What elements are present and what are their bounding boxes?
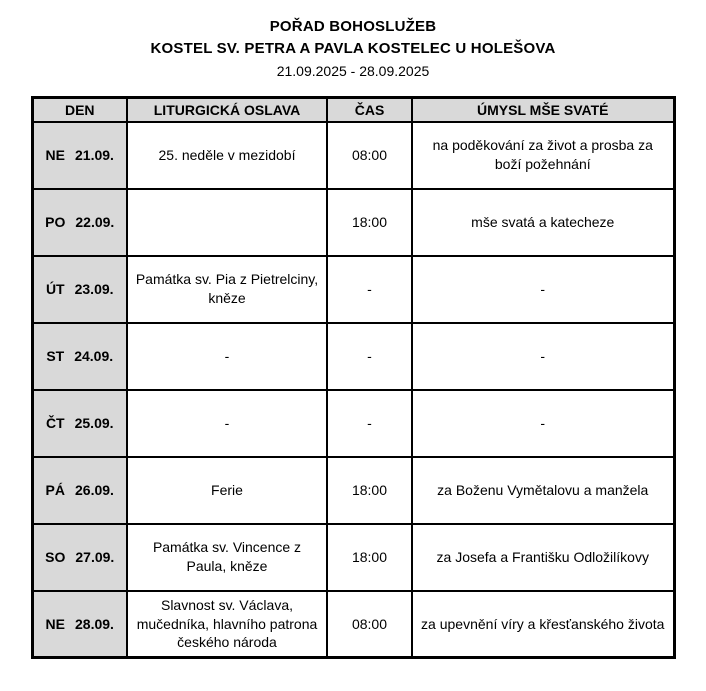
intention-cell: na poděkování za život a prosba za boží požehnání xyxy=(412,122,674,189)
day-date: 26.09. xyxy=(75,482,114,499)
time-cell: 18:00 xyxy=(327,189,412,256)
time-cell: - xyxy=(327,256,412,323)
celebration-cell: Ferie xyxy=(127,457,327,524)
day-cell xyxy=(32,524,127,591)
intention-cell: za Boženu Vymětalovu a manžela xyxy=(412,457,674,524)
day-cell xyxy=(32,323,127,390)
column-header-cas: ČAS xyxy=(327,97,412,122)
table-row xyxy=(32,591,674,658)
celebration-cell: Památka sv. Pia z Pietrelciny, kněze xyxy=(127,256,327,323)
day-date: 27.09. xyxy=(75,549,115,566)
celebration-cell: - xyxy=(127,323,327,390)
day-abbrev: SO xyxy=(45,549,66,566)
day-cell xyxy=(32,591,127,658)
table-row xyxy=(32,122,674,189)
day-abbrev: PO xyxy=(45,214,66,231)
time-cell: 18:00 xyxy=(327,524,412,591)
day-abbrev: NE xyxy=(45,147,65,164)
intention-cell: - xyxy=(412,256,674,323)
date-range: 21.09.2025 - 28.09.2025 xyxy=(276,62,430,79)
table-header xyxy=(32,97,674,122)
day-date: 25.09. xyxy=(74,415,114,432)
time-cell: - xyxy=(327,390,412,457)
celebration-cell xyxy=(127,189,327,256)
day-cell xyxy=(32,122,127,189)
day-date: 21.09. xyxy=(75,147,114,164)
day-abbrev: ČT xyxy=(45,415,65,432)
intention-cell: mše svatá a katecheze xyxy=(412,189,674,256)
column-header-liturgicka-oslava: LITURGICKÁ OSLAVA xyxy=(127,97,327,122)
day-cell xyxy=(32,390,127,457)
day-abbrev: ST xyxy=(46,348,65,365)
day-date: 24.09. xyxy=(74,348,114,365)
intention-cell: za upevnění víry a křesťanského života xyxy=(412,591,674,658)
time-cell: - xyxy=(327,323,412,390)
day-date: 23.09. xyxy=(74,281,114,298)
table-row xyxy=(32,323,674,390)
time-cell: 08:00 xyxy=(327,591,412,658)
day-abbrev: PÁ xyxy=(45,482,65,499)
time-cell: 18:00 xyxy=(327,457,412,524)
table-row xyxy=(32,457,674,524)
celebration-cell: 25. neděle v mezidobí xyxy=(127,122,327,189)
title-block xyxy=(0,16,706,81)
intention-cell: - xyxy=(412,323,674,390)
column-header-umysl: ÚMYSL MŠE SVATÉ xyxy=(412,97,674,122)
table-row xyxy=(32,524,674,591)
day-cell xyxy=(32,457,127,524)
page-title: POŘAD BOHOSLUŽEB xyxy=(269,18,437,35)
day-date: 28.09. xyxy=(75,616,114,633)
celebration-cell: Slavnost sv. Václava, mučedníka, hlavního patrona českého národa xyxy=(127,591,327,658)
table-row xyxy=(32,256,674,323)
table-row xyxy=(32,189,674,256)
celebration-cell: - xyxy=(127,390,327,457)
day-abbrev: NE xyxy=(45,616,65,633)
column-header-den: DEN xyxy=(32,97,127,122)
time-cell: 08:00 xyxy=(327,122,412,189)
celebration-cell: Památka sv. Vincence z Paula, kněze xyxy=(127,524,327,591)
table-row xyxy=(32,390,674,457)
day-date: 22.09. xyxy=(75,214,115,231)
day-cell xyxy=(32,256,127,323)
schedule-table xyxy=(31,96,676,660)
day-abbrev: ÚT xyxy=(45,281,65,298)
header-row xyxy=(32,97,674,122)
intention-cell: - xyxy=(412,390,674,457)
page-subtitle: KOSTEL SV. PETRA A PAVLA KOSTELEC U HOLEŠOVA xyxy=(150,39,556,57)
day-cell xyxy=(32,189,127,256)
intention-cell: za Josefa a Františku Odložilíkovy xyxy=(412,524,674,591)
table-body xyxy=(32,122,674,658)
